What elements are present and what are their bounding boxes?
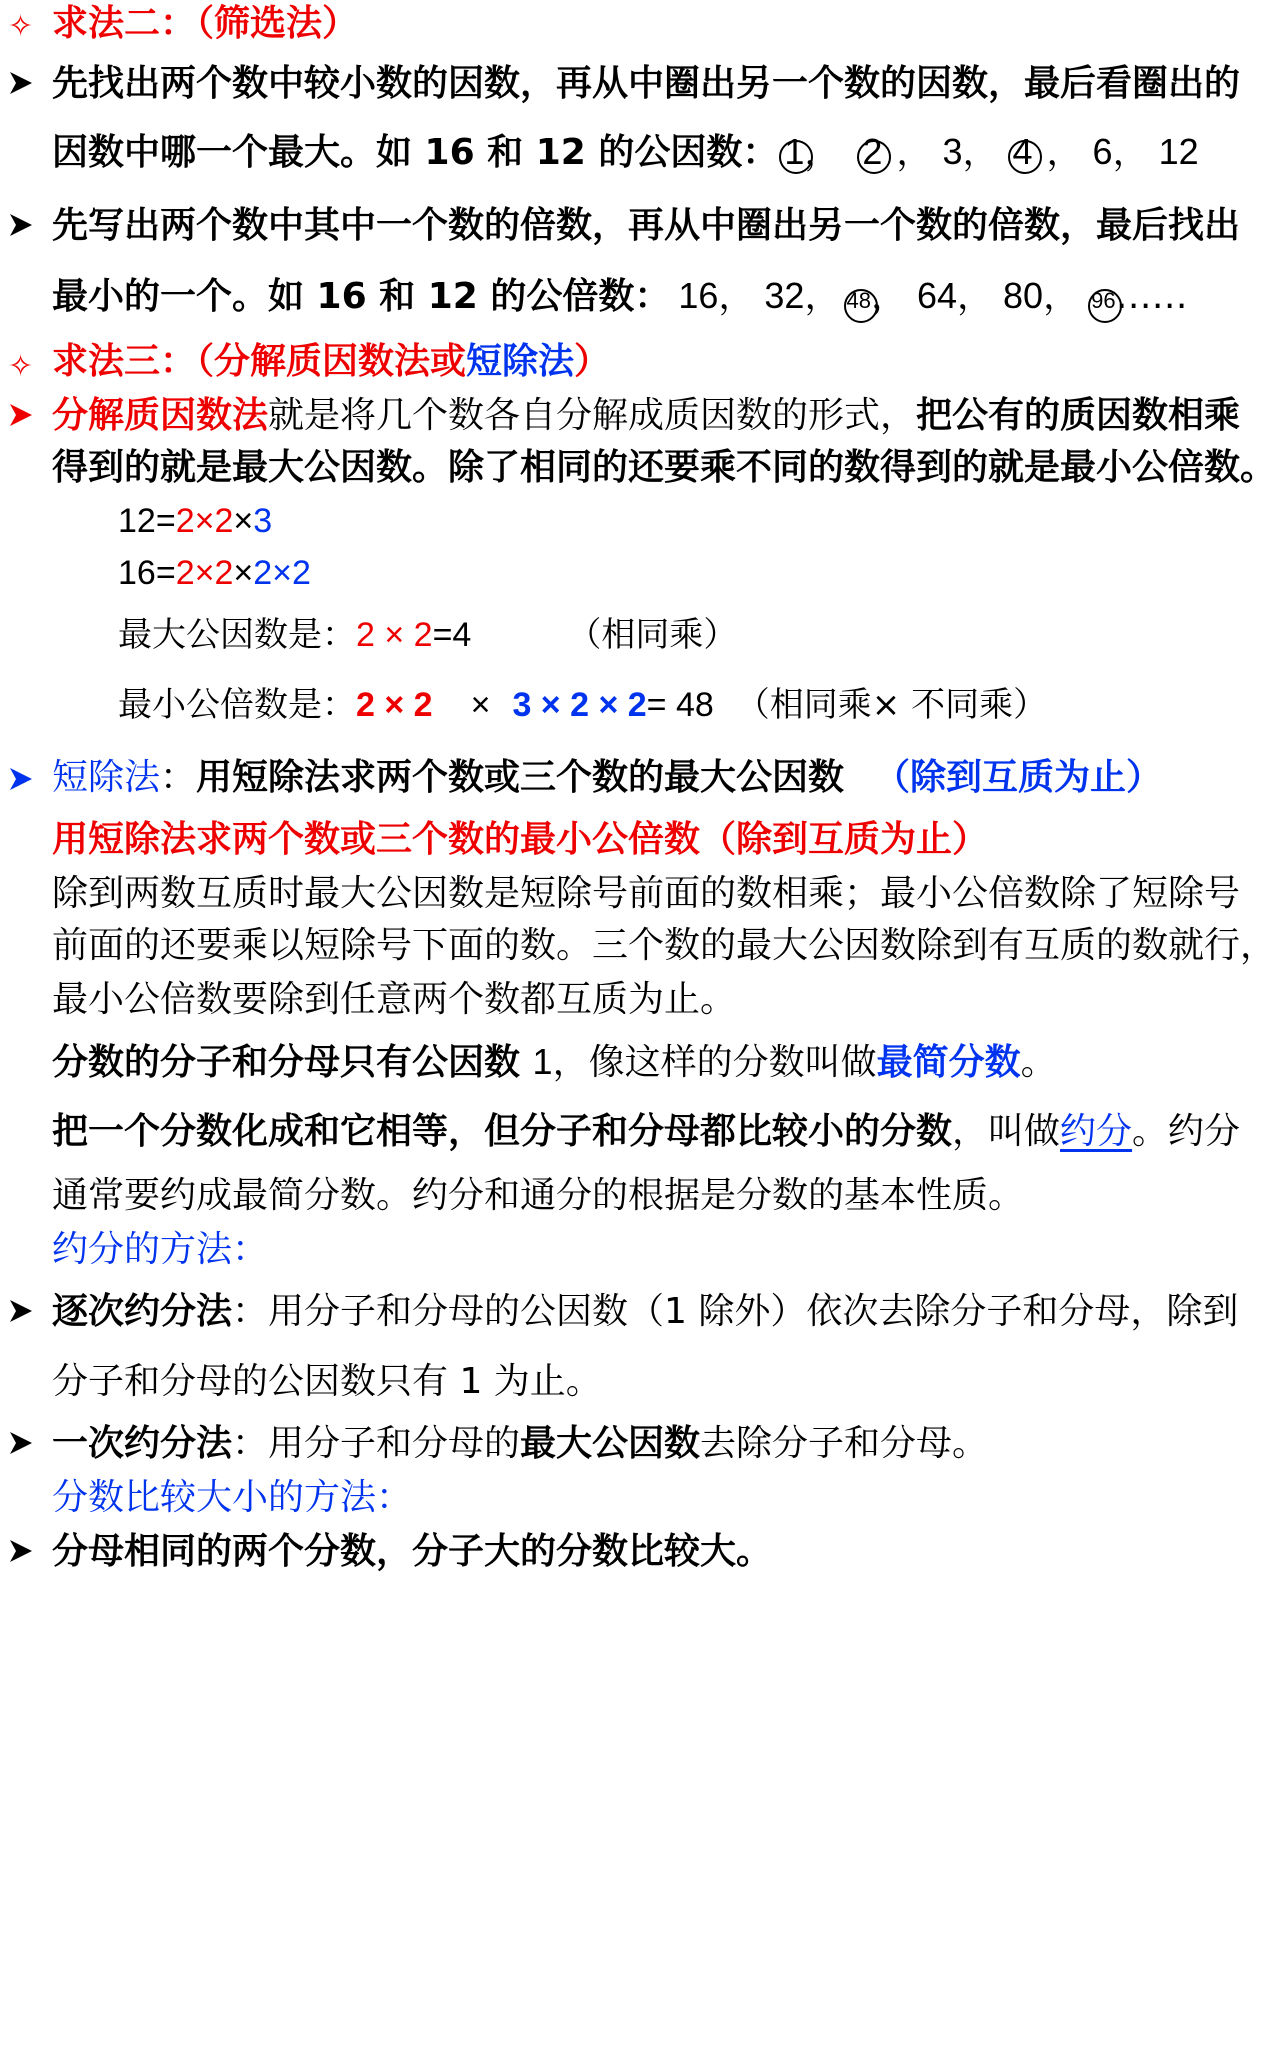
arrow-bullet-icon bbox=[8, 1430, 34, 1456]
diamond-star-icon: ✧ bbox=[8, 9, 34, 44]
factor-6: 6 bbox=[1092, 131, 1113, 172]
reduce-text: 。约分 bbox=[1132, 1111, 1241, 1152]
multiple-32: 32 bbox=[764, 275, 805, 316]
gcd-note: （相同乘） bbox=[567, 615, 738, 655]
gcd-label: 最大公因数是： bbox=[118, 615, 356, 655]
one-step-reduce-bold: 最大公因数 bbox=[520, 1423, 701, 1464]
factor-method-line2 bbox=[52, 130, 1199, 175]
short-division-gcd-text: 用短除法求两个数或三个数的最大公因数 bbox=[196, 757, 845, 798]
stepwise-reduce-term: 逐次约分法 bbox=[52, 1291, 233, 1332]
separator: ， bbox=[870, 276, 907, 317]
separator: ， bbox=[1112, 132, 1149, 173]
short-division-p3: 最小公倍数要除到任意两个数都互质为止。 bbox=[52, 979, 737, 1020]
reduce-definition-line2: 通常要约成最简分数。约分和通分的根据是分数的基本性质。 bbox=[52, 1175, 1025, 1216]
separator: ， bbox=[896, 132, 933, 173]
eq-lhs: 16= bbox=[118, 554, 176, 592]
arrow-bullet-icon bbox=[8, 402, 34, 428]
multiple-method-intro: 最小的一个。如 16 和 12 的公倍数： bbox=[52, 276, 671, 317]
one-step-reduce-text: ：用分子和分母的 bbox=[232, 1423, 521, 1464]
gcd-value: =4 bbox=[432, 616, 472, 654]
simplest-text: 分数的分子和分母只有公因数 bbox=[52, 1042, 533, 1083]
compare-heading: 分数比较大小的方法： bbox=[52, 1477, 413, 1518]
lcm-common-factors: 2 × 2 bbox=[356, 686, 433, 724]
reduce-term-link[interactable]: 约分 bbox=[1060, 1111, 1133, 1152]
short-division-p1: 除到两数互质时最大公因数是短除号前面的数相乘；最小公倍数除了短除号 bbox=[52, 873, 1241, 914]
heading-short-division: 短除法 bbox=[466, 341, 575, 382]
heading-part: ） bbox=[574, 341, 611, 382]
factor-1-circled: 1 bbox=[784, 131, 805, 172]
one-step-reduce-term: 一次约分法 bbox=[52, 1423, 233, 1464]
reduce-text: ，叫做 bbox=[952, 1111, 1061, 1152]
stepwise-reduce-line2: 分子和分母的公因数只有 1 为止。 bbox=[52, 1361, 602, 1402]
factor-method-line1: 先找出两个数中较小数的因数，再从中圈出另一个数的因数，最后看圈出的 bbox=[52, 63, 1241, 104]
eq-common-factors: 2×2 bbox=[175, 502, 234, 540]
multiple-96-circled: 96 bbox=[1091, 279, 1115, 323]
simplest-one: 1 bbox=[532, 1041, 553, 1082]
short-division-p2: 前面的还要乘以短除号下面的数。三个数的最大公因数除到有互质的数就行， bbox=[52, 925, 1276, 966]
short-division-gcd bbox=[52, 756, 1162, 800]
separator: ， bbox=[804, 132, 841, 173]
decomp-text2: 把公有的质因数相乘 bbox=[916, 395, 1241, 436]
lcm-label: 最小公倍数是： bbox=[118, 685, 356, 725]
arrow-bullet-icon bbox=[8, 1538, 34, 1564]
factor-3: 3 bbox=[942, 131, 963, 172]
compare-rule-same-denominator: 分母相同的两个分数，分子大的分数比较大。 bbox=[52, 1531, 773, 1572]
separator: ， bbox=[1046, 132, 1083, 173]
factor-12: 12 bbox=[1158, 131, 1199, 172]
eq-lhs: 12= bbox=[118, 502, 176, 540]
factor-method-intro: 因数中哪一个最大。如 16 和 12 的公因数： bbox=[52, 132, 779, 173]
separator: ， bbox=[962, 132, 999, 173]
eq-other-factors: 2×2 bbox=[253, 554, 311, 592]
stepwise-reduce-text: ：用分子和分母的公因数（1 除外）依次去除分子和分母，除到 bbox=[232, 1291, 1239, 1332]
simplest-fraction-term: 最简分数 bbox=[876, 1042, 1021, 1083]
short-division-lcm: 用短除法求两个数或三个数的最小公倍数（除到互质为止） bbox=[52, 819, 989, 860]
separator: ， bbox=[957, 276, 994, 317]
reduce-methods-heading: 约分的方法： bbox=[52, 1229, 269, 1270]
separator: ， bbox=[1043, 276, 1080, 317]
reduce-text: 把一个分数化成和它相等，但分子和分母都比较小的分数 bbox=[52, 1111, 953, 1152]
short-division-term: 短除法 bbox=[52, 757, 161, 798]
simplest-text: ，像这样的分数叫做 bbox=[552, 1042, 877, 1083]
diamond-star-icon: ✧ bbox=[8, 349, 34, 384]
section-heading-method3 bbox=[52, 340, 610, 384]
heading-part: 求法三：（分解质因数法或 bbox=[52, 341, 467, 382]
decomp-line1 bbox=[52, 394, 1240, 438]
arrow-bullet-icon bbox=[8, 766, 34, 792]
arrow-bullet-icon bbox=[8, 70, 34, 96]
decomp-text1: 就是将几个数各自分解成质因数的形式， bbox=[268, 395, 917, 436]
multiple-method-line1: 先写出两个数中其中一个数的倍数，再从中圈出另一个数的倍数，最后找出 bbox=[52, 205, 1241, 246]
arrow-bullet-icon bbox=[8, 212, 34, 238]
multiple-16: 16 bbox=[678, 275, 719, 316]
multiple-64: 64 bbox=[916, 275, 958, 316]
gcd-factors: 2 × 2 bbox=[356, 616, 433, 654]
eq-other-factors: 3 bbox=[253, 502, 273, 540]
gcd-result bbox=[118, 614, 737, 656]
decomp-term: 分解质因数法 bbox=[52, 395, 269, 436]
equation-12 bbox=[118, 500, 272, 542]
separator: ， bbox=[718, 276, 755, 317]
lcm-value: = 48 bbox=[646, 686, 714, 724]
simplest-fraction-definition bbox=[52, 1040, 1057, 1085]
lcm-op: × bbox=[470, 686, 491, 724]
reduce-definition-line1 bbox=[52, 1110, 1240, 1154]
one-step-reduce-text: 去除分子和分母。 bbox=[700, 1423, 989, 1464]
stepwise-reduce-line1 bbox=[52, 1290, 1238, 1334]
multiple-48-circled: 48 bbox=[846, 279, 870, 323]
eq-op: × bbox=[233, 502, 254, 540]
period: 。 bbox=[1020, 1042, 1057, 1083]
eq-common-factors: 2×2 bbox=[175, 554, 234, 592]
separator: ， bbox=[804, 276, 841, 317]
ellipsis: …… bbox=[1115, 276, 1188, 317]
multiple-80: 80 bbox=[1003, 275, 1044, 316]
multiple-method-line2 bbox=[52, 274, 1188, 323]
arrow-bullet-icon bbox=[8, 1298, 34, 1324]
one-step-reduce bbox=[52, 1422, 988, 1466]
colon: ： bbox=[160, 757, 197, 798]
equation-16 bbox=[118, 552, 311, 594]
lcm-result bbox=[118, 684, 1047, 726]
section-heading-method2: 求法二：（筛选法） bbox=[52, 3, 359, 44]
lcm-note: （相同乘× 不同乘） bbox=[735, 685, 1048, 725]
lcm-other-factors: 3 × 2 × 2 bbox=[512, 686, 647, 724]
eq-op: × bbox=[233, 554, 254, 592]
decomp-line2: 得到的就是最大公因数。除了相同的还要乘不同的数得到的就是最小公倍数。 bbox=[52, 447, 1276, 488]
short-division-gcd-note: （除到互质为止） bbox=[874, 757, 1163, 798]
factor-2-circled: 2 bbox=[862, 131, 883, 172]
factor-4-circled: 4 bbox=[1012, 131, 1033, 172]
